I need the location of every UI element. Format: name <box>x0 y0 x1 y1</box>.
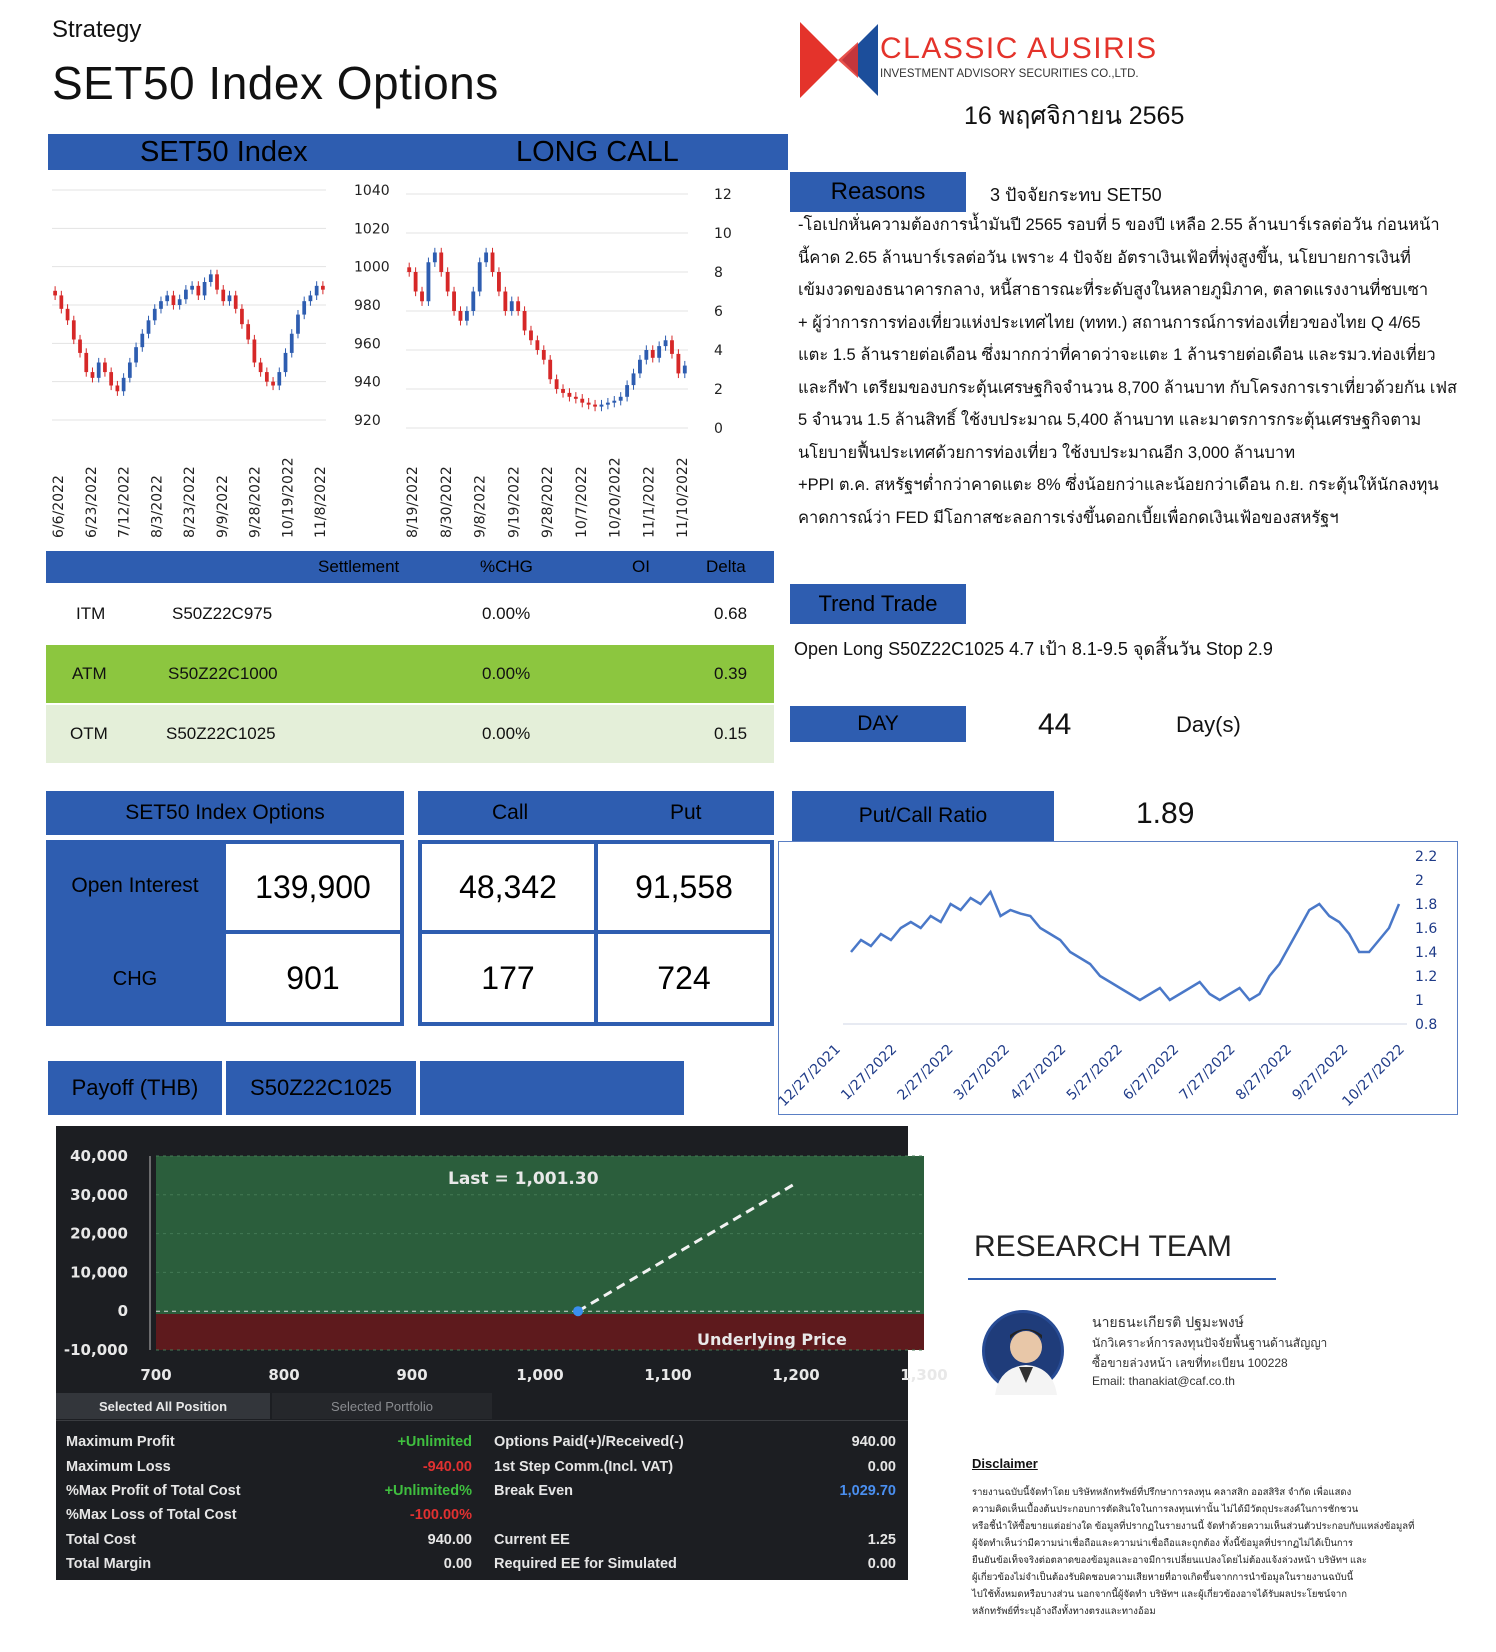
table-row-atm <box>46 645 774 703</box>
stat-value: 940.00 <box>427 1531 472 1548</box>
pcr-y-ticks <box>1415 849 1437 1033</box>
reason-line: เข้มงวดของธนาคารกลาง, หนี้สาธารณะที่ระดับสูงในหลายภูมิภาค, ตลาดแรงงานที่ชบเซา <box>798 281 1429 299</box>
row-type: OTM <box>70 724 108 743</box>
candle-body <box>72 320 76 339</box>
candle-body <box>284 353 288 372</box>
longcall-y-ticks <box>714 187 732 437</box>
logo-mark-icon <box>796 20 886 100</box>
stat-value: 1.25 <box>867 1531 896 1548</box>
chg-call-value: 177 <box>422 934 594 1022</box>
x-tick-label: 1,100 <box>644 1366 692 1384</box>
row-type: ITM <box>76 604 106 623</box>
x-tick-label: 9/8/2022 <box>472 475 489 538</box>
y-tick-label: 920 <box>354 413 381 429</box>
stat-row <box>494 1503 896 1527</box>
candle-body <box>471 292 475 312</box>
payoff-x-ticks <box>140 1366 947 1384</box>
row-type: ATM <box>72 664 107 683</box>
candle-body <box>209 274 213 282</box>
x-tick-label: 1,200 <box>772 1366 820 1384</box>
disclaimer-title: Disclaimer <box>972 1456 1038 1471</box>
x-tick-label: 4/27/2022 <box>1007 1041 1070 1104</box>
disclaimer-line: หรือชี้นำให้ซื้อขายแต่อย่างใด ข้อมูลที่ปรากฏในรายงานนี้ จัดทำด้วยความเห็นส่วนตัวประกอบกับแหล่งข้อมูลที่ <box>972 1521 1415 1532</box>
reason-line: + ผู้ว่าการการท่องเที่ยวแห่งประเทศไทย (ททท.) สถานการณ์การท่องเที่ยวของไทย Q 4/65 <box>798 313 1421 332</box>
x-tick-label: 11/1/2022 <box>641 466 658 538</box>
set50-index-chart <box>44 176 414 546</box>
row-chg: 0.00% <box>482 724 531 743</box>
y-tick-label: 2 <box>714 382 723 398</box>
stat-row <box>494 1479 896 1503</box>
x-tick-label: 7/12/2022 <box>116 466 133 538</box>
candle-body <box>203 282 207 295</box>
candle-body <box>302 301 306 314</box>
break-even-dot <box>573 1306 583 1316</box>
reason-line: คาดการณ์ว่า FED มีโอกาสชะลอการเร่งขึ้นดอกเบี้ยเพื่อกดเงินเฟ้อของสหรัฐฯ <box>798 508 1339 527</box>
candle-body <box>59 295 63 308</box>
candle-body <box>103 363 107 373</box>
stat-row <box>66 1503 472 1527</box>
x-tick-label: 9/9/2022 <box>214 475 231 538</box>
candle-body <box>619 397 623 401</box>
stat-label: Total Cost <box>66 1531 136 1548</box>
stat-label: Options Paid(+)/Received(-) <box>494 1434 684 1451</box>
candle-body <box>159 301 163 309</box>
x-tick-label: 7/27/2022 <box>1176 1041 1239 1104</box>
analyst-name: นายธนะเกียรติ ปฐมะพงษ์ <box>1092 1314 1244 1330</box>
stat-value: -100.00% <box>409 1507 472 1524</box>
candle-body <box>309 295 313 301</box>
longcall-x-labels <box>405 457 691 538</box>
call-label: Call <box>492 801 529 824</box>
company-logo <box>796 20 1156 100</box>
candle-body <box>78 340 82 353</box>
pcr-chart <box>775 842 1457 1114</box>
stat-value: 0.00 <box>867 1556 896 1573</box>
x-tick-label: 8/23/2022 <box>182 466 198 538</box>
day-value: 44 <box>1038 708 1072 741</box>
tab-selected-all-position[interactable]: Selected All Position <box>56 1393 270 1419</box>
pcr-label: Put/Call Ratio <box>792 791 1054 841</box>
candle-body <box>503 292 507 312</box>
candle-body <box>234 295 238 308</box>
disclaimer-line: รายงานฉบับนี้จัดทำโดย บริษัทหลักทรัพย์ที่ปรึกษาการลงทุน คลาสสิก ออสสิริส จำกัด เพื่อแสดง <box>972 1487 1352 1498</box>
candle-body <box>523 311 527 331</box>
set50-y-ticks <box>354 183 390 429</box>
reason-line: 5 จำนวน 1.5 ล้านสิทธิ์ ใช้งบประมาณ 5,400 ล้านบาท และมาตรการกระตุ้นเศรษฐกิจตาม <box>798 411 1422 429</box>
candle-body <box>172 295 176 305</box>
candle-body <box>128 363 132 378</box>
candle-body <box>555 379 559 389</box>
y-tick-label: 980 <box>354 298 381 314</box>
candle-body <box>321 286 325 290</box>
candle-body <box>66 309 70 321</box>
chg-row-label: CHG <box>112 967 158 990</box>
candle-body <box>568 393 572 397</box>
candle-body <box>271 382 275 386</box>
payoff-panel <box>56 1126 948 1580</box>
y-tick-label: 0.8 <box>1415 1017 1438 1033</box>
payoff-stats-right <box>494 1430 896 1576</box>
reason-line: +PPI ต.ค. สหรัฐฯต่ำกว่าคาดแตะ 8% ซึ่งน้อยกว่าและน้อยกว่าเดือน ก.ย. กระตุ้นให้นักลงทุน <box>798 476 1439 494</box>
stat-label: Current EE <box>494 1531 570 1548</box>
candle-body <box>484 253 488 263</box>
stat-value: 0.00 <box>867 1458 896 1475</box>
candle-body <box>670 340 674 354</box>
stat-label: Maximum Profit <box>66 1434 175 1451</box>
y-tick-label: 0 <box>117 1302 128 1321</box>
day-label: DAY <box>790 706 966 742</box>
x-tick-label: 11/8/2022 <box>313 466 329 538</box>
stat-row <box>494 1454 896 1478</box>
candle-body <box>529 331 533 341</box>
candle-body <box>574 397 578 399</box>
y-tick-label: 4 <box>714 343 723 359</box>
y-tick-label: 2.2 <box>1415 849 1438 865</box>
trend-trade-text: Open Long S50Z22C1025 4.7 เป้า 8.1-9.5 จุดสิ้นวัน Stop 2.9 <box>794 639 1273 659</box>
candle-body <box>465 311 469 321</box>
candle-body <box>277 372 281 385</box>
candle-body <box>516 301 520 311</box>
candle-body <box>147 320 151 333</box>
y-tick-label: 10 <box>714 226 732 242</box>
candle-body <box>53 291 57 296</box>
stat-label: Maximum Loss <box>66 1458 171 1475</box>
candle-body <box>109 372 113 385</box>
stat-row <box>494 1528 896 1552</box>
y-tick-label: 1 <box>1415 993 1424 1009</box>
candle-body <box>116 386 120 392</box>
candle-body <box>290 334 294 353</box>
candle-body <box>491 253 495 273</box>
y-tick-label: 960 <box>354 336 381 353</box>
payoff-label: Payoff (THB) <box>48 1061 222 1115</box>
longcall-gridlines <box>406 194 688 428</box>
stat-row <box>66 1528 472 1552</box>
candle-body <box>478 262 482 291</box>
reasons-body <box>798 209 1488 534</box>
candle-body <box>246 324 250 339</box>
row-series: S50Z22C1000 <box>168 664 278 683</box>
call-put-header <box>418 791 774 835</box>
options-table-header <box>46 551 774 583</box>
x-tick-label: 800 <box>268 1366 300 1384</box>
y-tick-label: 1.8 <box>1415 897 1438 913</box>
stat-label: %Max Profit of Total Cost <box>66 1482 241 1499</box>
candle-body <box>657 346 661 358</box>
pcr-chart-frame <box>775 841 1458 1115</box>
row-chg: 0.00% <box>482 604 531 623</box>
reason-line: นี้คาด 2.65 ล้านบาร์เรลต่อวัน เพราะ 4 ปัจจัย อัตราเงินเฟ้อที่พุ่งสูงขึ้น, นโยบายการเงินที่ <box>798 248 1411 267</box>
x-tick-label: 3/27/2022 <box>950 1041 1014 1104</box>
y-tick-label: 1040 <box>354 183 390 199</box>
x-tick-label: 1,000 <box>516 1366 564 1384</box>
person-icon <box>985 1313 1067 1395</box>
payoff-series: S50Z22C1025 <box>226 1061 416 1115</box>
reason-line: นโยบายฟื้นประเทศด้วยการท่องเที่ยว ใช้งบประมาณอีก 3,000 ล้านบาท <box>798 443 1296 462</box>
x-tick-label: 8/30/2022 <box>438 466 455 538</box>
stat-row <box>494 1552 896 1576</box>
chg-put-value: 724 <box>598 934 770 1022</box>
candle-body <box>221 290 225 302</box>
disclaimer-line: ไปใช้ทั้งหมดหรือบางส่วน นอกจากนี้ผู้จัดทำ บริษัทฯ และผู้เกี่ยวข้องอาจได้รับผลประโยชน์จาก <box>972 1589 1348 1600</box>
y-tick-label: 0 <box>714 421 723 437</box>
pcr-x-labels <box>775 1042 1407 1110</box>
tab-selected-portfolio[interactable]: Selected Portfolio <box>272 1393 492 1419</box>
x-tick-label: 9/19/2022 <box>506 466 523 538</box>
x-tick-label: 11/10/2022 <box>675 457 691 538</box>
candle-body <box>427 262 431 301</box>
candle-body <box>196 286 200 296</box>
stat-label: Break Even <box>494 1482 573 1499</box>
page-title: SET50 Index Options <box>52 57 499 109</box>
candle-body <box>632 373 636 385</box>
table-row-otm <box>46 705 774 763</box>
oi-grid-left <box>46 840 404 1026</box>
candle-body <box>676 354 680 374</box>
stat-value: +Unlimited% <box>384 1482 472 1499</box>
candle-body <box>153 309 157 321</box>
candle-body <box>683 366 687 374</box>
row-series: S50Z22C975 <box>172 604 273 623</box>
col-delta: Delta <box>706 557 746 576</box>
x-tick-label: 700 <box>140 1366 172 1384</box>
oi-row-label: Open Interest <box>71 874 199 897</box>
stat-row <box>66 1479 472 1503</box>
stat-row <box>494 1430 896 1454</box>
last-price-label: Last = 1,001.30 <box>448 1169 599 1189</box>
trend-trade-label: Trend Trade <box>790 584 966 624</box>
reasons-label: Reasons <box>790 172 966 212</box>
candle-body <box>253 340 257 363</box>
oi-total-value: 139,900 <box>226 844 400 930</box>
candle-body <box>228 295 232 301</box>
day-unit: Day(s) <box>1176 712 1241 737</box>
y-tick-label: -10,000 <box>63 1341 128 1359</box>
x-tick-label: 10/27/2022 <box>1339 1041 1408 1110</box>
payoff-stats-left <box>66 1430 472 1576</box>
chart-header-bar <box>48 134 788 170</box>
oi-call-value: 48,342 <box>422 844 594 930</box>
candle-body <box>561 389 565 393</box>
y-tick-label: 1.6 <box>1415 921 1438 937</box>
candle-body <box>651 350 655 358</box>
set50-gridlines <box>52 190 326 420</box>
x-tick-label: 1/27/2022 <box>838 1041 901 1104</box>
x-tick-label: 12/27/2021 <box>775 1041 844 1110</box>
set50-candles <box>53 270 325 396</box>
y-tick-label: 1.2 <box>1415 969 1438 985</box>
y-tick-label: 12 <box>714 187 732 203</box>
col-oi: OI <box>632 557 650 576</box>
company-subtitle: INVESTMENT ADVISORY SECURITIES CO.,LTD. <box>880 68 1139 80</box>
set50-x-labels <box>51 457 329 538</box>
candle-body <box>315 286 319 296</box>
candle-body <box>580 399 584 403</box>
x-tick-label: 5/27/2022 <box>1063 1041 1126 1104</box>
candle-body <box>510 301 514 311</box>
reasons-heading: 3 ปัจจัยกระทบ SET50 <box>990 185 1162 205</box>
stat-label: %Max Loss of Total Cost <box>66 1507 237 1524</box>
analyst-email[interactable]: Email: thanakiat@caf.co.th <box>1092 1374 1235 1388</box>
payoff-y-ticks <box>64 1147 128 1359</box>
y-tick-label: 940 <box>354 374 381 391</box>
candle-body <box>433 253 437 263</box>
long-call-title: LONG CALL <box>516 136 679 168</box>
x-tick-label: 8/3/2022 <box>149 475 166 538</box>
candle-body <box>606 403 610 405</box>
candle-body <box>97 363 101 378</box>
stat-row <box>66 1430 472 1454</box>
put-label: Put <box>670 801 702 824</box>
row-delta: 0.68 <box>714 604 748 623</box>
y-tick-label: 1.4 <box>1415 945 1438 961</box>
y-tick-label: 2 <box>1415 873 1424 889</box>
candle-body <box>420 292 424 302</box>
candle-body <box>215 274 219 289</box>
x-tick-label: 10/20/2022 <box>607 457 624 538</box>
y-tick-label: 30,000 <box>70 1185 128 1204</box>
candle-body <box>459 311 463 321</box>
candle-body <box>452 292 456 312</box>
row-series: S50Z22C1025 <box>166 724 276 743</box>
candle-body <box>165 295 169 301</box>
candle-body <box>587 403 591 405</box>
analyst-role: นักวิเคราะห์การลงทุนปัจจัยพื้นฐานด้านสัญญา <box>1092 1336 1328 1350</box>
reason-line: -โอเปกหั่นความต้องการน้ำมันปี 2565 รอบที่ 5 ของปี เหลือ 2.55 ล้านบาร์เรลต่อวัน ก่อนหน้า <box>798 216 1440 234</box>
candle-body <box>91 372 95 378</box>
candle-body <box>535 340 539 350</box>
disclaimer-line: ผู้เกี่ยวข้องไม่จำเป็นต้องรับผิดชอบความเสียหายที่อาจเกิดขึ้นจากการนำข้อมูลในรายงานฉบับนี้ <box>972 1572 1354 1583</box>
candle-body <box>439 253 443 273</box>
report-date: 16 พฤศจิกายน 2565 <box>964 102 1185 130</box>
stat-label: 1st Step Comm.(Incl. VAT) <box>494 1458 674 1475</box>
oi-grid-right <box>418 840 774 1026</box>
candle-body <box>414 272 418 292</box>
x-tick-label: 900 <box>396 1366 428 1384</box>
reason-line: แตะ 1.5 ล้านรายต่อเดือน ซึ่งมากกว่าที่คาดว่าจะแตะ 1 ล้านรายต่อเดือน และรมว.ท่องเที่ยว <box>798 346 1436 364</box>
stat-value: 0.00 <box>443 1556 472 1573</box>
x-tick-label: 10/7/2022 <box>573 466 590 538</box>
analyst-license: ซื้อขายล่วงหน้า เลขที่ทะเบียน 100228 <box>1092 1356 1288 1370</box>
candle-body <box>296 315 300 334</box>
stat-value: 940.00 <box>851 1434 896 1451</box>
candle-body <box>265 372 269 382</box>
candle-body <box>140 334 144 347</box>
candle-body <box>84 353 88 372</box>
x-tick-label: 10/19/2022 <box>280 457 297 538</box>
payoff-chart <box>56 1126 948 1406</box>
row-chg: 0.00% <box>482 664 531 683</box>
disclaimer-body <box>972 1484 1415 1620</box>
table-row-itm <box>46 585 774 643</box>
y-tick-label: 10,000 <box>70 1263 128 1282</box>
y-tick-label: 1020 <box>354 221 390 238</box>
analyst-avatar <box>982 1310 1064 1392</box>
candle-body <box>184 290 188 300</box>
disclaimer-line: ยืนยันข้อเท็จจริงต่อตลาดของข้อมูลและอาจมีการเปลี่ยนแปลงโดยไม่ต้องแจ้งล่วงหน้า บริษัทฯ และ <box>972 1555 1367 1566</box>
payoff-blank-cell <box>420 1061 684 1115</box>
underlying-price-label: Underlying Price <box>697 1330 847 1349</box>
company-name: CLASSIC AUSIRIS <box>880 32 1158 65</box>
y-tick-label: 6 <box>714 304 723 320</box>
candle-body <box>122 378 126 391</box>
candle-body <box>638 360 642 374</box>
x-tick-label: 9/28/2022 <box>540 466 556 538</box>
y-tick-label: 20,000 <box>70 1224 128 1243</box>
disclaimer-line: ผู้จัดทำเห็นว่ามีความน่าเชื่อถือและความน่าเชื่อถือและถูกต้อง ทั้งนี้ข้อมูลที่ปรากฏไม่ได้เป็นการ <box>972 1538 1354 1549</box>
oi-title: SET50 Index Options <box>46 791 404 835</box>
candle-body <box>593 405 597 407</box>
row-delta: 0.39 <box>714 664 748 683</box>
candle-body <box>644 350 648 360</box>
set50-index-title: SET50 Index <box>140 136 308 168</box>
chg-total-value: 901 <box>226 934 400 1022</box>
x-tick-label: 8/19/2022 <box>405 466 421 538</box>
reason-line: และกีฬา เตรียมของบกระตุ้นเศรษฐกิจจำนวน 8,700 ล้านบาท กับโครงการเราเที่ยวด้วยกัน เฟส <box>798 378 1458 397</box>
disclaimer-line: หลักทรัพย์ที่ระบุอ้างถึงทั้งทางตรงและทางอ้อม <box>972 1606 1156 1617</box>
candle-body <box>542 350 546 360</box>
candle-body <box>612 401 616 403</box>
candle-body <box>190 286 194 290</box>
x-tick-label: 2/27/2022 <box>894 1041 957 1104</box>
candle-body <box>497 272 501 292</box>
candle-body <box>625 385 629 397</box>
candle-body <box>240 309 244 324</box>
oi-put-value: 91,558 <box>598 844 770 930</box>
x-tick-label: 8/27/2022 <box>1232 1041 1296 1104</box>
pcr-value: 1.89 <box>1136 797 1195 830</box>
candle-body <box>178 299 182 305</box>
col-chg: %CHG <box>480 557 533 576</box>
x-tick-label: 6/23/2022 <box>83 466 100 538</box>
x-tick-label: 6/6/2022 <box>51 475 67 538</box>
candle-body <box>259 363 263 373</box>
stat-row <box>66 1552 472 1576</box>
research-team-title: RESEARCH TEAM <box>974 1230 1232 1263</box>
y-tick-label: 40,000 <box>70 1147 128 1165</box>
stat-value: 1,029.70 <box>839 1482 896 1499</box>
stat-value: -940.00 <box>422 1458 472 1475</box>
stat-label: Total Margin <box>66 1556 152 1573</box>
research-divider <box>968 1278 1276 1280</box>
x-tick-label: 6/27/2022 <box>1120 1041 1183 1104</box>
long-call-chart <box>405 176 780 546</box>
x-tick-label: 9/28/2022 <box>247 466 264 538</box>
y-tick-label: 1000 <box>354 259 390 276</box>
payoff-divider <box>56 1420 908 1421</box>
candle-body <box>446 272 450 292</box>
candle-body <box>407 267 411 272</box>
candle-body <box>600 405 604 407</box>
disclaimer-line: ความคิดเห็นเบื้องต้นประกอบการตัดสินใจในการลงทุนเท่านั้น ไม่ได้มีวัตถุประสงค์ในการชักชวน <box>972 1504 1359 1515</box>
candle-body <box>548 360 552 380</box>
candle-body <box>664 340 668 346</box>
x-tick-label: 9/27/2022 <box>1289 1041 1352 1104</box>
y-tick-label: 8 <box>714 265 723 281</box>
stat-value: +Unlimited <box>397 1434 472 1451</box>
candle-body <box>134 347 138 362</box>
strategy-kicker: Strategy <box>52 16 142 43</box>
pcr-line <box>851 892 1399 1000</box>
x-tick-label: 1,300 <box>900 1366 948 1384</box>
col-settlement: Settlement <box>318 557 400 576</box>
row-delta: 0.15 <box>714 724 748 743</box>
stat-row <box>66 1454 472 1478</box>
stat-label: Required EE for Simulated <box>494 1556 677 1573</box>
